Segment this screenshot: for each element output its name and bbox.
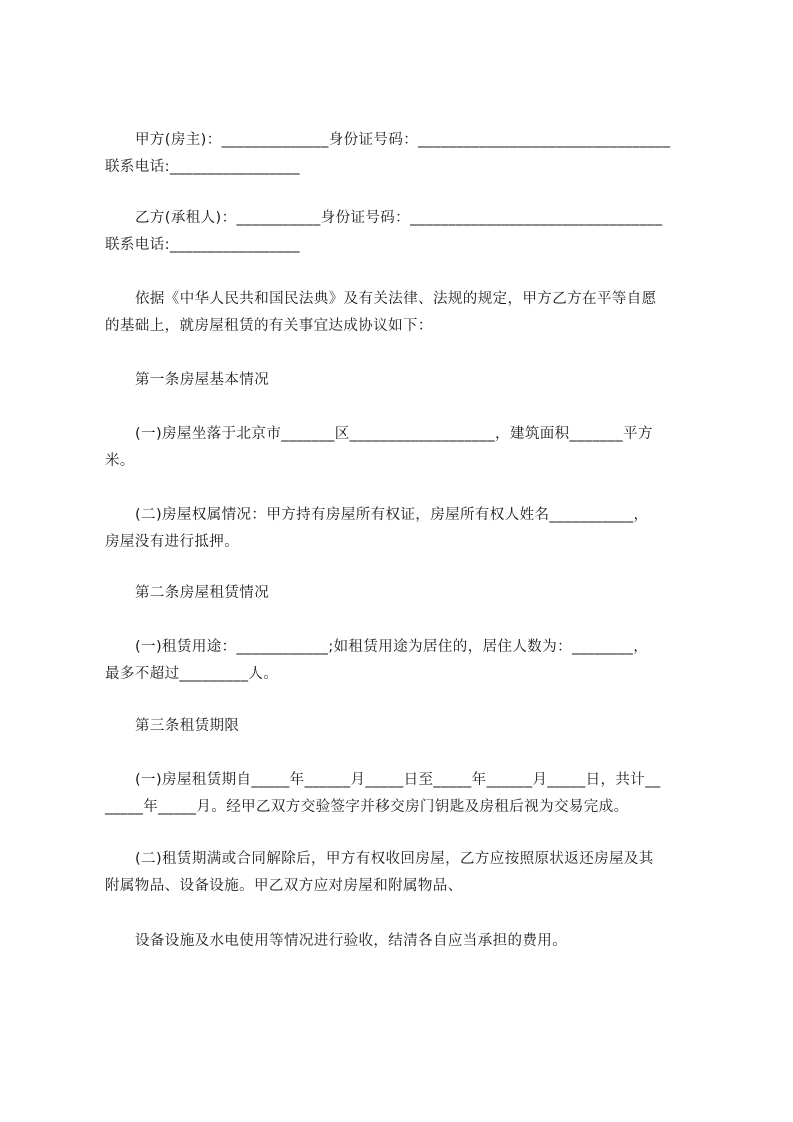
article-1-item-1-line-2: 米。 [105, 453, 135, 469]
article-3-item-2-line-2: 附属物品、设备设施。甲乙双方应对房屋和附属物品、 [105, 878, 463, 894]
article-1-item-2-line-2: 房屋没有进行抵押。 [105, 534, 240, 550]
article-3-item-2 [105, 846, 705, 900]
party-b-line: 乙方(承租人)：___________身份证号码：_________________________________ [135, 210, 663, 226]
article-1-item-2 [105, 502, 705, 556]
article-3-item-2-line-1: (二)租赁期满或合同解除后，甲方有权收回房屋，乙方应按照原状返还房屋及其 [135, 851, 654, 867]
preamble-line-1: 依据《中华人民共和国民法典》及有关法律、法规的规定，甲方乙方在平等自愿 [135, 291, 657, 307]
party-b-phone: 联系电话:_________________ [105, 237, 300, 253]
party-a-line: 甲方(房主)：______________身份证号码：_________________________________ [135, 132, 671, 148]
article-1-heading-text: 第一条房屋基本情况 [135, 372, 270, 388]
article-1-item-1-line-1: (一)房屋坐落于北京市_______区___________________，建筑面积_______平方 [135, 426, 653, 442]
article-2-item-1-line-1: (一)租赁用途：____________;如租赁用途为居住的，居住人数为：________， [135, 639, 649, 655]
article-3-item-1-line-1: (一)房屋租赁期自_____年______月_____日至_____年______月_____日，共计__ [135, 772, 661, 788]
article-2-heading-text: 第二条房屋租赁情况 [135, 585, 270, 601]
article-2-heading [105, 580, 705, 607]
article-1-heading [105, 367, 705, 394]
preamble-line-2: 的基础上，就房屋租赁的有关事宜达成协议如下： [105, 318, 433, 334]
party-b-block [105, 205, 705, 259]
article-3-item-2-line-3: 设备设施及水电使用等情况进行验收，结清各自应当承担的费用。 [135, 933, 568, 949]
article-1-item-2-line-1: (二)房屋权属情况：甲方持有房屋所有权证，房屋所有权人姓名___________， [135, 507, 649, 523]
article-3-heading [105, 713, 705, 740]
party-a-phone: 联系电话:_________________ [105, 159, 300, 175]
article-3-item-1 [105, 767, 705, 821]
article-3-item-1-line-2: _____年_____月。经甲乙双方交验签字并移交房门钥匙及房租后视为交易完成。 [105, 799, 629, 815]
article-3-heading-text: 第三条租赁期限 [135, 718, 240, 734]
party-a-block [105, 127, 705, 181]
article-2-item-1 [105, 634, 705, 688]
article-3-item-2-continued [105, 928, 705, 955]
article-1-item-1 [105, 421, 705, 475]
preamble-paragraph [105, 286, 705, 340]
article-2-item-1-line-2: 最多不超过_________人。 [105, 666, 279, 682]
